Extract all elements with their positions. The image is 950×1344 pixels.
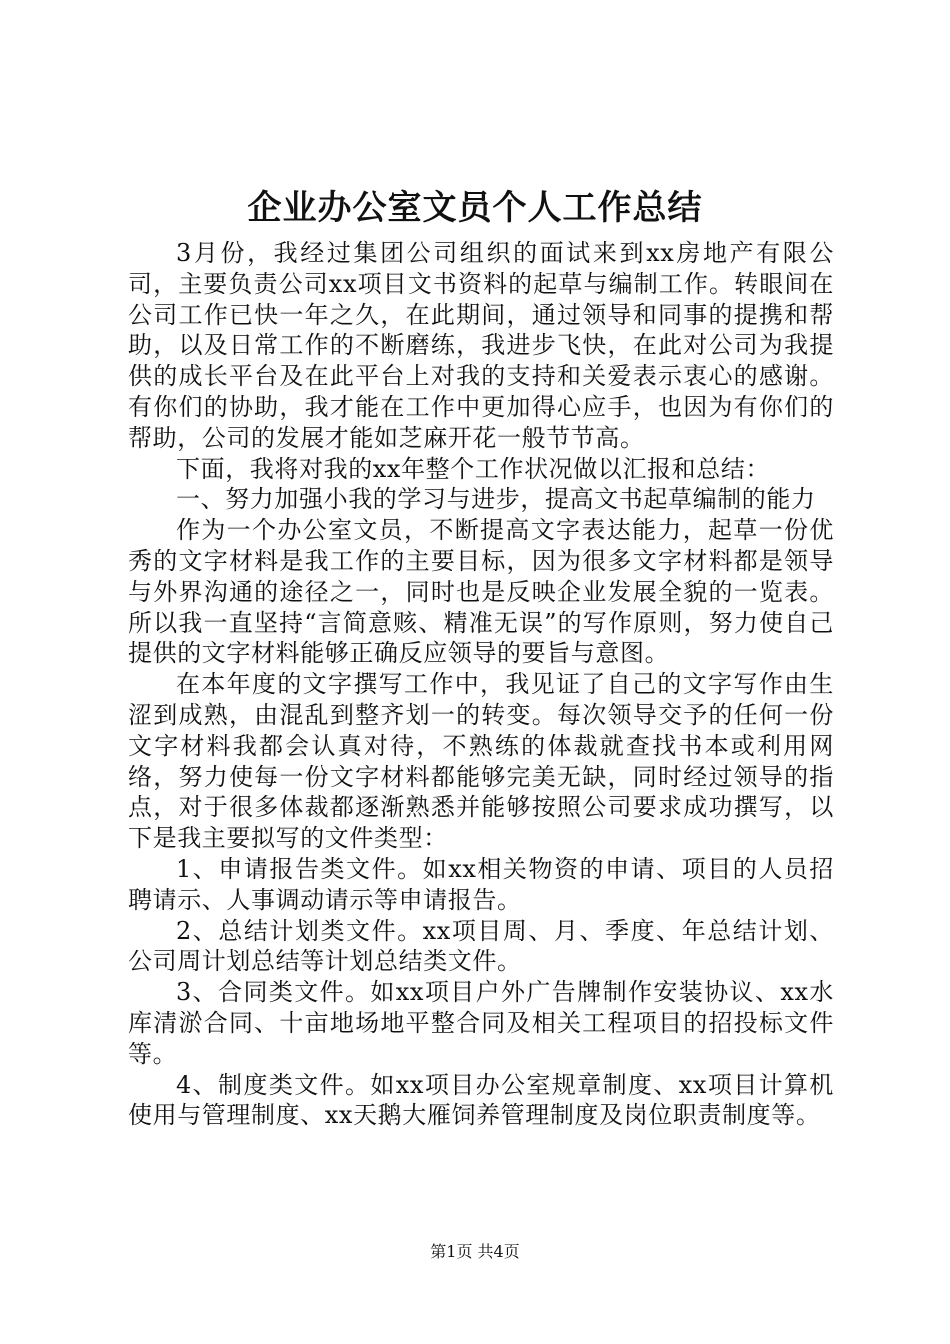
paragraph-writing-growth: 在本年度的文字撰写工作中，我见证了自己的文字写作由生涩到成熟，由混乱到整齐划一的转变。每次领导交予的任何一份文字材料我都会认真对待，不熟练的体裁就查找书本或利用网络，努力使每一份文字材料都能够完美无缺，同时经过领导的指点，对于很多体裁都逐渐熟悉并能够按照公司要求成功撰写，以下是我主要拟写的文件类型： [128, 670, 834, 853]
paragraph-overview: 下面，我将对我的xx年整个工作状况做以汇报和总结： [176, 454, 771, 483]
list-item-summary-plans: 2、总结计划类文件。xx项目周、月、季度、年总结计划、公司周计划总结等计划总结类文件。 [128, 916, 834, 976]
paragraph-writing-goal: 作为一个办公室文员，不断提高文字表达能力，起草一份优秀的文字材料是我工作的主要目标，因为很多文字材料都是领导与外界沟通的途径之一，同时也是反映企业发展全貌的一览表。所以我一直坚持“言简意赅、精准无误”的写作原则，努力使自己提供的文字材料能够正确反应领导的要旨与意图。 [128, 516, 834, 668]
paragraph-intro: 3月份，我经过集团公司组织的面试来到xx房地产有限公司，主要负责公司xx项目文书资料的起草与编制工作。转眼间在公司工作已快一年之久，在此期间，通过领导和同事的提携和帮助，以及日常工作的不断磨练，我进步飞快，在此对公司为我提供的成长平台及在此平台上对我的支持和关爱表示衷心的感谢。有你们的协助，我才能在工作中更加得心应手，也因为有你们的帮助，公司的发展才能如芝麻开花一般节节高。 [128, 239, 834, 452]
document-body [128, 238, 834, 1131]
list-item-contracts: 3、合同类文件。如xx项目户外广告牌制作安装协议、xx水库清淤合同、十亩地场地平整合同及相关工程项目的招投标文件等。 [128, 978, 834, 1068]
section-heading-1: 一、努力加强小我的学习与进步，提高文书起草编制的能力 [176, 485, 816, 514]
list-item-regulations: 4、制度类文件。如xx项目办公室规章制度、xx项目计算机使用与管理制度、xx天鹅大雁饲养管理制度及岗位职责制度等。 [128, 1070, 834, 1130]
list-item-application-reports: 1、申请报告类文件。如xx相关物资的申请、项目的人员招聘请示、人事调动请示等申请报告。 [128, 854, 834, 914]
page-number-footer: 第1页 共4页 [430, 1242, 520, 1261]
document-title: 企业办公室文员个人工作总结 [247, 188, 703, 228]
